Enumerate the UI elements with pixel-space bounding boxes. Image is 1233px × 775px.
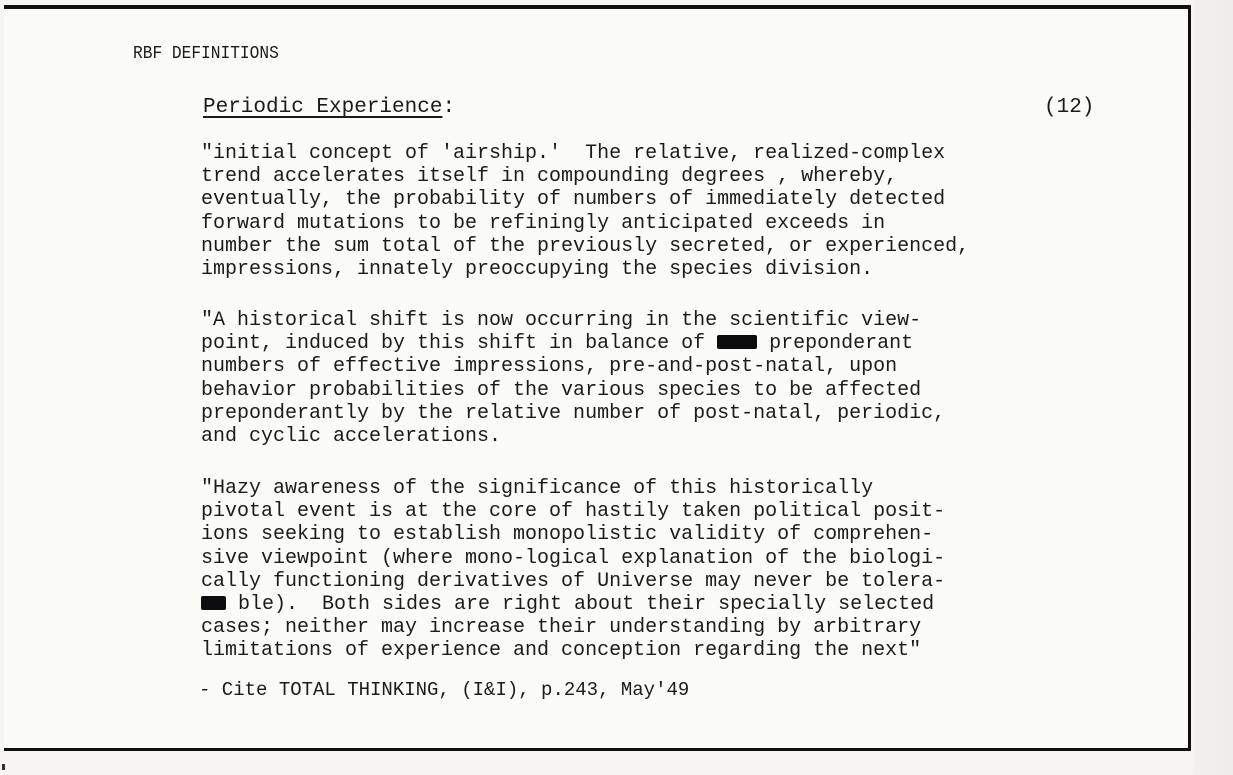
paragraph-line: "initial concept of 'airship.' The relative, realized-complex	[201, 142, 946, 165]
paragraph-3	[201, 477, 945, 663]
page-number: (12)	[1044, 96, 1095, 119]
paragraph-line: forward mutations to be refiningly anticipated exceeds in	[201, 211, 886, 235]
paragraph-line: limitations of experience and conception regarding the next"	[201, 639, 922, 663]
paragraph-line: trend accelerates itself in compounding degrees , whereby,	[201, 165, 898, 189]
paragraph-line: numbers of effective impressions, pre-and-post-natal, upon	[201, 355, 898, 379]
paragraph-line: "A historical shift is now occurring in the scientific view-	[201, 309, 922, 332]
page-edge	[1193, 0, 1233, 775]
paragraph-line: impressions, innately preoccupying the species division.	[201, 258, 874, 282]
paragraph-line: pivotal event is at the core of hastily taken political posit-	[201, 500, 946, 524]
paragraph-line: sive viewpoint (where mono-logical explanation of the biologi-	[201, 546, 946, 570]
paragraph-line: number the sum total of the previously secreted, or experienced,	[201, 234, 970, 258]
paragraph-2	[201, 309, 945, 448]
paragraph-line: preponderantly by the relative number of post-natal, periodic,	[201, 401, 946, 425]
document-header: RBF DEFINITIONS	[133, 44, 279, 64]
citation: - Cite TOTAL THINKING, (I&I), p.243, May'49	[199, 679, 690, 701]
paragraph-line: cally functioning derivatives of Universe may never be tolera-	[201, 569, 946, 593]
definition-term-colon: :	[442, 96, 456, 119]
paragraph-line: "Hazy awareness of the significance of this historically	[201, 477, 874, 500]
paragraph-line: cases; neither may increase their understanding by arbitrary	[201, 616, 922, 640]
paragraph-line: ble). Both sides are right about their specially selected	[226, 593, 935, 617]
paragraph-line: preponderant	[757, 332, 914, 356]
paragraph-line: and cyclic accelerations.	[201, 425, 502, 449]
paragraph-line: ions seeking to establish monopolistic validity of comprehen-	[201, 523, 934, 547]
definition-term: Periodic Experience	[203, 96, 443, 119]
paragraph-line: point, induced by this shift in balance of	[201, 332, 718, 356]
paragraph-line: eventually, the probability of numbers of immediately detected	[201, 188, 946, 212]
redaction-block	[201, 596, 226, 610]
definition-title	[203, 96, 455, 119]
paragraph-line: behavior probabilities of the various species to be affected	[201, 378, 922, 402]
margin-mark	[2, 764, 5, 770]
paragraph-1	[201, 142, 969, 281]
redaction-block	[717, 335, 757, 349]
